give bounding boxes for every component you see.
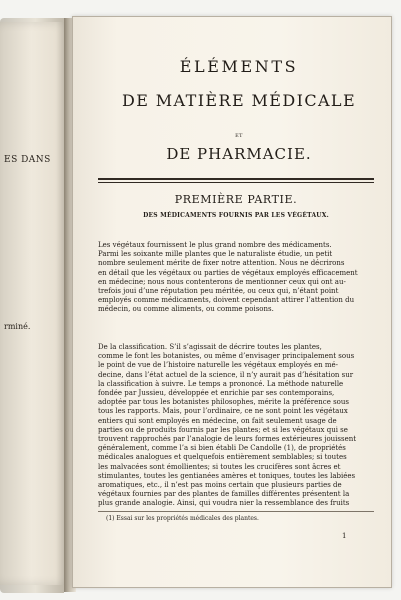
paragraph-2-line: parties ou de produits fournis par les plantes; et si les végétaux qui se xyxy=(98,425,348,434)
paragraph-2-line: tous les rapports. Mais, pour l’ordinaire, ce ne sont point les végétaux xyxy=(98,407,348,416)
left-page-line-1: ES DANS xyxy=(4,155,51,165)
title-line-2: DE MATIÈRE MÉDICALE xyxy=(121,91,357,110)
left-page-line-2: rminé. xyxy=(4,322,31,331)
paragraph-2-line: le point de vue de l’histoire naturelle les végétaux employés en mé- xyxy=(98,361,338,370)
title-line-3: DE PHARMACIE. xyxy=(166,145,312,163)
left-page xyxy=(0,22,71,585)
footnote-rule xyxy=(98,511,374,512)
paragraph-2-line: plus grande analogie. Ainsi, qui voudra nier la ressemblance des fruits xyxy=(98,499,350,508)
paragraph-1 xyxy=(98,241,374,315)
paragraph-2 xyxy=(98,343,374,509)
paragraph-2-line: végétaux fournies par des plantes de familles différentes présentent la xyxy=(98,490,350,499)
paragraph-2-line: médicales analogues et quelquefois entièrement semblables; si toutes xyxy=(98,453,347,462)
paragraph-2-line: De la classification. S’il s’agissait de décrire toutes les plantes, xyxy=(98,343,322,351)
paragraph-2-line: entiers qui sont employés en médecine, on fait seulement usage de xyxy=(98,416,337,425)
paragraph-1-line: en détail que les végétaux ou parties de végétaux employés efficacement xyxy=(98,268,358,277)
paragraph-2-line: généralement, comme l’a si bien établi De Candolle (1), de propriétés xyxy=(98,444,346,453)
paragraph-2-line: aromatiques, etc., il n’est pas moins certain que plusieurs parties de xyxy=(98,481,342,490)
part-title: PREMIÈRE PARTIE. xyxy=(174,193,298,206)
paragraph-1-line: employés comme médicaments, doivent cependant attirer l’attention du xyxy=(98,296,355,305)
title-rule xyxy=(98,178,374,183)
footnote: (1) Essai sur les propriétés médicales des plantes. xyxy=(106,515,259,522)
paragraph-1-line: trefois joui d’une réputation peu méritée, ou ceux qui, n’étant point xyxy=(98,287,339,296)
section-subtitle: DES MÉDICAMENTS FOURNIS PAR LES VÉGÉTAUX. xyxy=(143,212,329,219)
paragraph-1-line: nombre seulement mérite de fixer notre attention. Nous ne décrirons xyxy=(98,259,345,268)
paragraph-2-line: stimulantes, toutes les gentianées amères et toniques, toutes les labiées xyxy=(98,471,356,480)
paragraph-2-line: comme le font les botanistes, ou même d’envisager principalement sous xyxy=(98,352,355,361)
paragraph-2-line: la classification à suivre. Le temps a prononcé. La méthode naturelle xyxy=(98,379,344,388)
paragraph-2-line: les malvacées sont émollientes; si toutes les crucifères sont âcres et xyxy=(98,462,341,471)
paragraph-2-line: decine, dans l’état actuel de la science, il n’y aurait pas d’hésitation sur xyxy=(98,370,354,379)
paragraph-1-line: Parmi les soixante mille plantes que le naturaliste étudie, un petit xyxy=(98,250,333,259)
paragraph-2-line: adoptée par tous les botanistes philosophes, mérite la préférence sous xyxy=(98,398,349,407)
title-conjunction: ET xyxy=(235,133,243,139)
page-number: 1 xyxy=(342,532,347,540)
paragraph-1-line: Les végétaux fournissent le plus grand nombre des médicaments. xyxy=(98,241,332,249)
title-line-1: ÉLÉMENTS xyxy=(179,57,299,76)
paragraph-2-line: fondée par Jussieu, développée et enrichie par ses contemporains, xyxy=(98,389,335,398)
paragraph-1-line: en médecine; nous nous contenterons de mentionner ceux qui ont au- xyxy=(98,277,346,286)
paragraph-2-line: trouvent rapprochés par l’analogie de leurs formes extérieures jouissent xyxy=(98,435,357,444)
paragraph-1-line: médecin, ou comme aliments, ou comme poisons. xyxy=(98,305,274,314)
right-page xyxy=(72,16,392,588)
